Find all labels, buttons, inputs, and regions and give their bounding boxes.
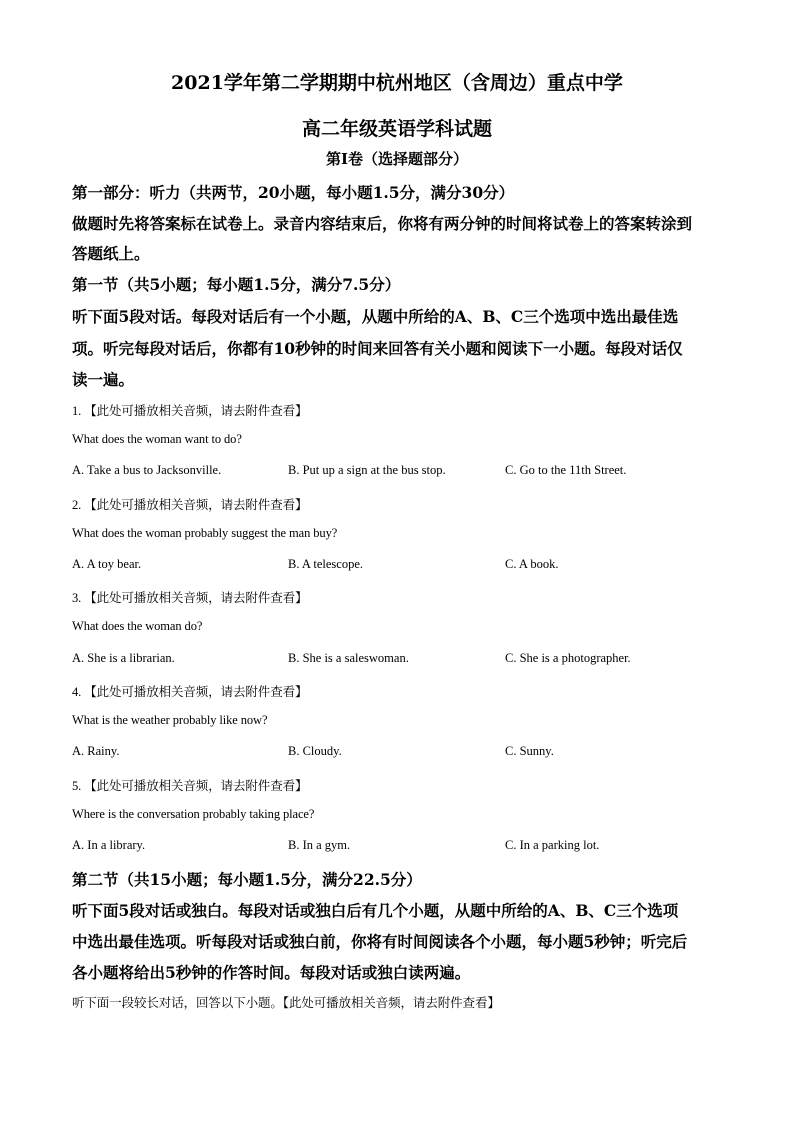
option-b-q3: B. She is a saleswoman.: [288, 651, 409, 665]
option-b-q4: B. Cloudy.: [288, 744, 342, 758]
question-text-q5: Where is the conversation probably taking place?: [72, 807, 315, 821]
audio-link-q3[interactable]: 3. 【此处可播放相关音频，请去附件查看】: [72, 591, 308, 605]
option-b-q1: B. Put up a sign at the bus stop.: [288, 463, 446, 477]
section1-instruction-line: 项。听完每段对话后，你都有10秒钟的时间来回答有关小题和阅读下一小题。每段对话仅: [72, 339, 683, 358]
option-a-q4: A. Rainy.: [72, 744, 120, 758]
part1-instruction-line: 答题纸上。: [72, 244, 150, 263]
question-text-q2: What does the woman probably suggest the man buy?: [72, 526, 338, 540]
section2-instruction-line: 各小题将给出5秒钟的作答时间。每段对话或独白读两遍。: [72, 963, 471, 982]
option-a-q3: A. She is a librarian.: [72, 651, 175, 665]
part1-heading: 第一部分：听力（共两节，20小题，每小题1.5分，满分30分）: [72, 183, 515, 202]
option-b-q5: B. In a gym.: [288, 838, 351, 852]
option-c-q1: C. Go to the 11th Street.: [505, 463, 627, 477]
section1-instruction-line: 读一遍。: [72, 370, 135, 389]
option-c-q4: C. Sunny.: [505, 744, 554, 758]
section2-instruction-line: 中选出最佳选项。听每段对话或独白前，你将有时间阅读各个小题，每小题5秒钟；听完后: [72, 932, 688, 951]
question-text-q4: What is the weather probably like now?: [72, 713, 268, 727]
audio-link-q2[interactable]: 2. 【此处可播放相关音频，请去附件查看】: [72, 498, 308, 512]
exam-subtitle: 高二年级英语学科试题: [301, 118, 492, 140]
section2-heading: 第二节（共15小题；每小题1.5分，满分22.5分）: [72, 870, 422, 889]
option-c-q2: C. A book.: [505, 557, 559, 571]
option-b-q2: B. A telescope.: [288, 557, 363, 571]
option-c-q3: C. She is a photographer.: [505, 651, 631, 665]
section2-listen-prompt[interactable]: 听下面一段较长对话，回答以下小题。【此处可播放相关音频，请去附件查看】: [72, 996, 500, 1010]
section1-heading: 第一节（共5小题；每小题1.5分，满分7.5分）: [72, 275, 401, 294]
option-c-q5: C. In a parking lot.: [505, 838, 600, 852]
option-a-q5: A. In a library.: [72, 838, 146, 852]
exam-title: 2021学年第二学期期中杭州地区（含周边）重点中学: [171, 72, 623, 94]
section2-instruction-line: 听下面5段对话或独白。每段对话或独白后有几个小题，从题中所给的A、B、C三个选项: [72, 901, 679, 920]
audio-link-q5[interactable]: 5. 【此处可播放相关音频，请去附件查看】: [72, 779, 308, 793]
section1-instruction-line: 听下面5段对话。每段对话后有一个小题，从题中所给的A、B、C三个选项中选出最佳选: [72, 307, 679, 326]
option-a-q2: A. A toy bear.: [72, 557, 142, 571]
volume-label: 第Ⅰ卷（选择题部分）: [325, 150, 469, 168]
question-text-q1: What does the woman want to do?: [72, 432, 242, 446]
audio-link-q1[interactable]: 1. 【此处可播放相关音频，请去附件查看】: [72, 404, 308, 418]
option-a-q1: A. Take a bus to Jacksonville.: [72, 463, 222, 477]
audio-link-q4[interactable]: 4. 【此处可播放相关音频，请去附件查看】: [72, 685, 308, 699]
question-text-q3: What does the woman do?: [72, 619, 203, 633]
part1-instruction-line: 做题时先将答案标在试卷上。录音内容结束后，你将有两分钟的时间将试卷上的答案转涂到: [72, 214, 693, 233]
